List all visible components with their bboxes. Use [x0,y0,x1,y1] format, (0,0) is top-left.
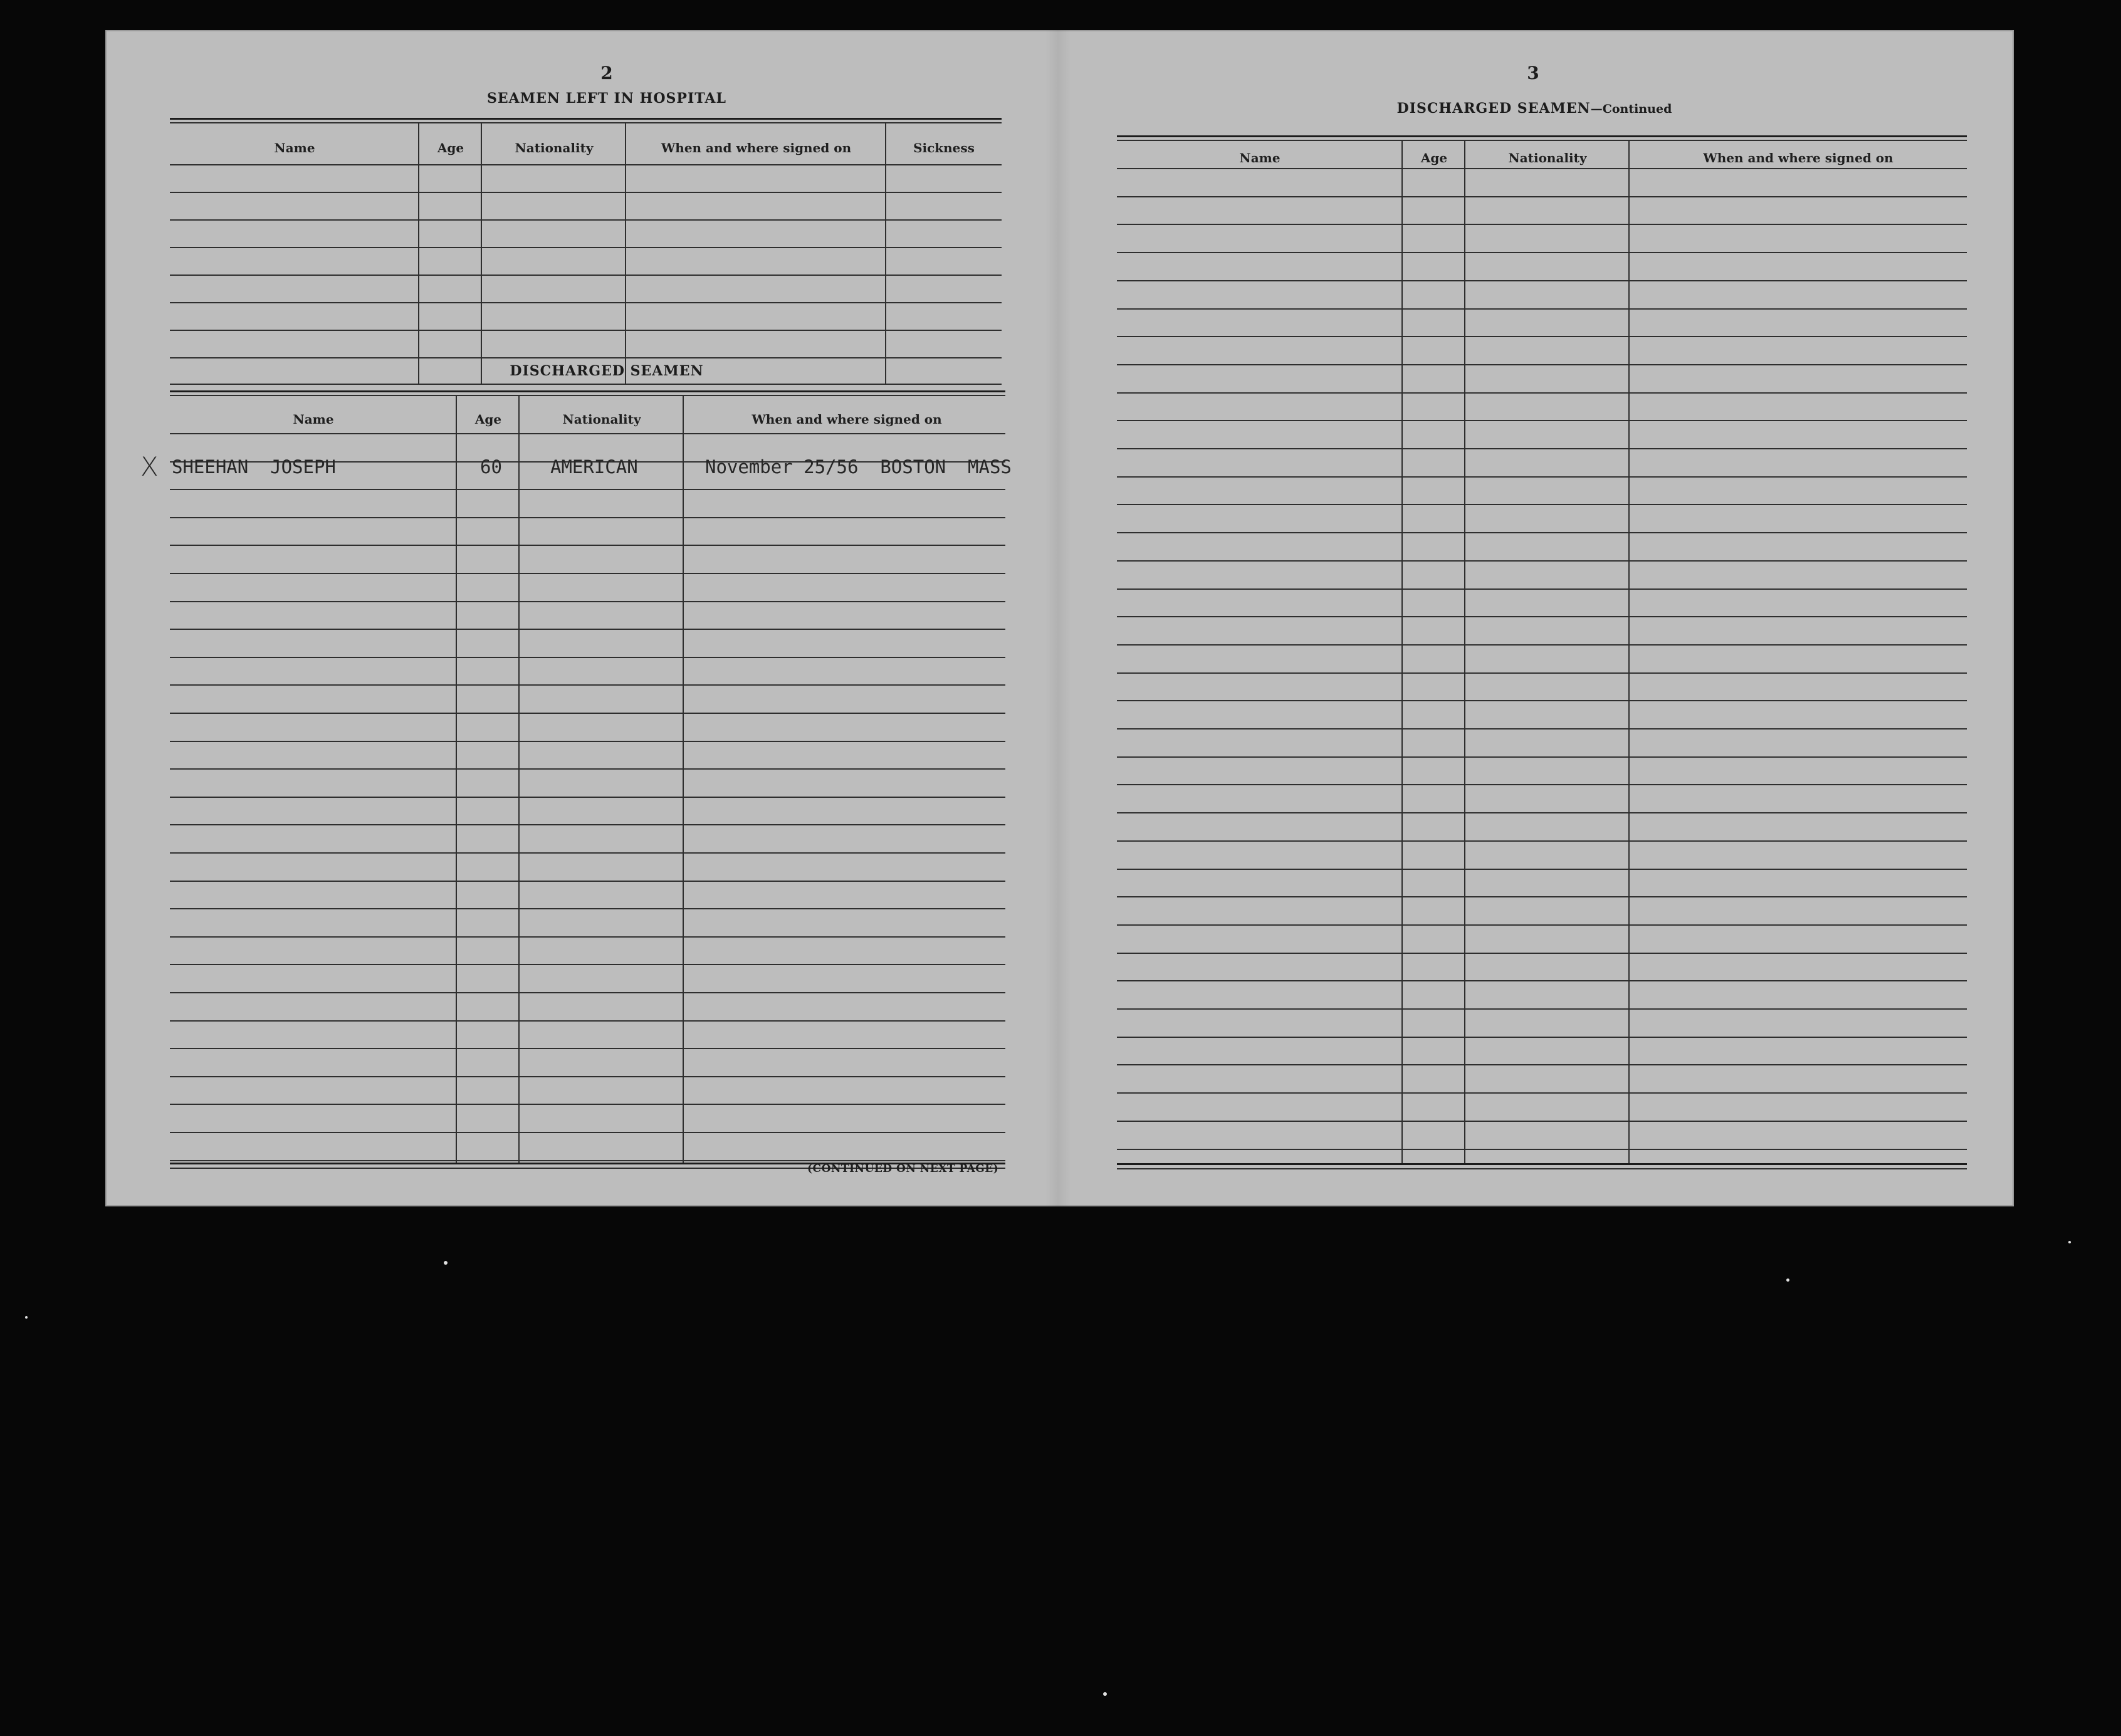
ledger-row-rule [170,1076,1005,1077]
discharged-section-title: DISCHARGED SEAMEN [510,363,704,379]
ledger-row-rule [1117,728,1967,729]
ledger-row-rule [1117,1092,1967,1094]
ledger-row-rule [1117,448,1967,449]
ledger-bottom-rule [1117,1168,1967,1169]
right-section-title [1284,100,1785,117]
ledger-row-rule [170,1048,1005,1049]
ledger-column-rule [625,123,626,384]
ledger-bottom-rule [1117,1163,1967,1165]
ledger-row-rule [170,1104,1005,1105]
ledger-row-rule [1117,196,1967,197]
ledger-row-rule [1117,364,1967,365]
ledger-row-rule [1117,644,1967,646]
ledger-header-rule [1117,168,1967,169]
ledger-row-rule [1117,784,1967,785]
right-col-signed-on: When and where signed on [1703,150,1893,165]
ledger-row-rule [170,1132,1005,1133]
ledger-row-rule [170,545,1005,546]
page-fold [1045,30,1071,1206]
ledger-row-rule [1117,1008,1967,1010]
hospital-col-name: Name [274,140,315,155]
right-col-name: Name [1239,150,1280,165]
ledger-column-rule [1401,141,1403,1163]
ledger-top-rule [170,122,1002,123]
ledger-row-rule [1117,1121,1967,1122]
ledger-row-rule [170,1160,1005,1161]
ledger-top-rule [170,395,1005,396]
ledger-row-rule [170,247,1002,248]
ledger-column-rule [456,396,457,1163]
hospital-col-sickness: Sickness [913,140,975,155]
ledger-row-rule [1117,1064,1967,1065]
hospital-section-title: SEAMEN LEFT IN HOSPITAL [487,90,726,107]
hospital-col-signed-on: When and where signed on [661,140,852,155]
hospital-col-age: Age [437,140,464,155]
ledger-row-rule [1117,1149,1967,1150]
ledger-row-rule [170,684,1005,686]
ledger-row-rule [1117,504,1967,505]
discharged-table [170,390,1005,1171]
ledger-row-rule [1117,560,1967,562]
ledger-column-rule [1628,141,1630,1163]
ledger-row-rule [170,601,1005,602]
ledger-top-rule [1117,140,1967,141]
ledger-row-rule [1117,616,1967,617]
ledger-row-rule [170,357,1002,358]
speck [1786,1278,1789,1282]
ledger-row-rule [1117,588,1967,590]
ledger-row-rule [170,964,1005,965]
ledger-row-rule [1117,812,1967,813]
ledger-row-rule [1117,532,1967,533]
ledger-row-rule [1117,476,1967,478]
ledger-row-rule [1117,700,1967,701]
ledger-row-rule [170,629,1005,630]
ledger-column-rule [418,123,419,384]
speck [2068,1241,2071,1243]
entry-signed-on: November 25/56 BOSTON MASS [705,456,1012,478]
ledger-row-rule [1117,280,1967,281]
speck [1103,1692,1107,1696]
entry-nationality: AMERICAN [550,456,638,478]
right-section-title-main: DISCHARGED SEAMEN [1396,100,1591,117]
ledger-row-rule [170,489,1005,490]
entry-age: 60 [480,456,502,478]
ledger-row-rule [170,768,1005,770]
right-col-age: Age [1420,150,1448,165]
ledger-column-rule [683,396,684,1163]
ledger-row-rule [170,657,1005,658]
ledger-column-rule [885,123,886,384]
ledger-row-rule [170,219,1002,221]
ledger-row-rule [170,1020,1005,1022]
discharged-col-signed-on: When and where signed on [752,412,942,427]
ledger-row-rule [1117,840,1967,842]
entry-name: SHEEHAN JOSEPH [172,456,336,478]
ledger-row-rule [1117,224,1967,225]
right-page-number: 3 [1527,63,1539,83]
right-section-title-suffix: —Continued [1590,102,1672,116]
ledger-row-rule [1117,308,1967,310]
speck [25,1316,28,1319]
ledger-header-rule [170,433,1005,434]
ledger-top-rule [170,390,1005,392]
right-col-nationality: Nationality [1508,150,1587,165]
left-page-number: 2 [600,63,613,83]
continued-note: (CONTINUED ON NEXT PAGE) [807,1163,999,1175]
ledger-row-rule [170,302,1002,303]
ledger-row-rule [170,936,1005,938]
check-mark: X [140,451,159,482]
discharged-continued-table [1117,135,1967,1195]
speck [444,1261,448,1265]
hospital-col-nationality: Nationality [515,140,594,155]
ledger-row-rule [170,713,1005,714]
ledger-column-rule [518,396,520,1163]
hospital-table [170,118,1002,384]
ledger-row-rule [170,275,1002,276]
ledger-row-rule [1117,1037,1967,1038]
ledger-row-rule [1117,896,1967,897]
ledger-row-rule [170,741,1005,742]
ledger-row-rule [1117,924,1967,926]
ledger-row-rule [170,573,1005,574]
ledger-row-rule [1117,252,1967,253]
ledger-row-rule [170,797,1005,798]
ledger-row-rule [170,881,1005,882]
ledger-row-rule [170,192,1002,193]
ledger-row-rule [170,908,1005,909]
ledger-row-rule [170,824,1005,825]
ledger-top-rule [170,118,1002,120]
ledger-header-rule [170,164,1002,165]
ledger-top-rule [1117,135,1967,137]
ledger-row-rule [1117,392,1967,394]
discharged-col-age: Age [474,412,502,427]
ledger-row-rule [1117,420,1967,421]
ledger-column-rule [1464,141,1465,1163]
document-sheet [105,30,2014,1206]
ledger-row-rule [1117,980,1967,981]
ledger-row-rule [170,517,1005,518]
ledger-row-rule [1117,953,1967,954]
ledger-row-rule [1117,336,1967,337]
ledger-row-rule [170,330,1002,331]
ledger-row-rule [170,852,1005,854]
ledger-bottom-rule [170,384,1002,385]
ledger-column-rule [481,123,482,384]
discharged-col-name: Name [293,412,334,427]
ledger-row-rule [1117,756,1967,758]
ledger-row-rule [1117,672,1967,674]
discharged-col-nationality: Nationality [562,412,641,427]
ledger-row-rule [170,992,1005,993]
ledger-row-rule [1117,869,1967,870]
